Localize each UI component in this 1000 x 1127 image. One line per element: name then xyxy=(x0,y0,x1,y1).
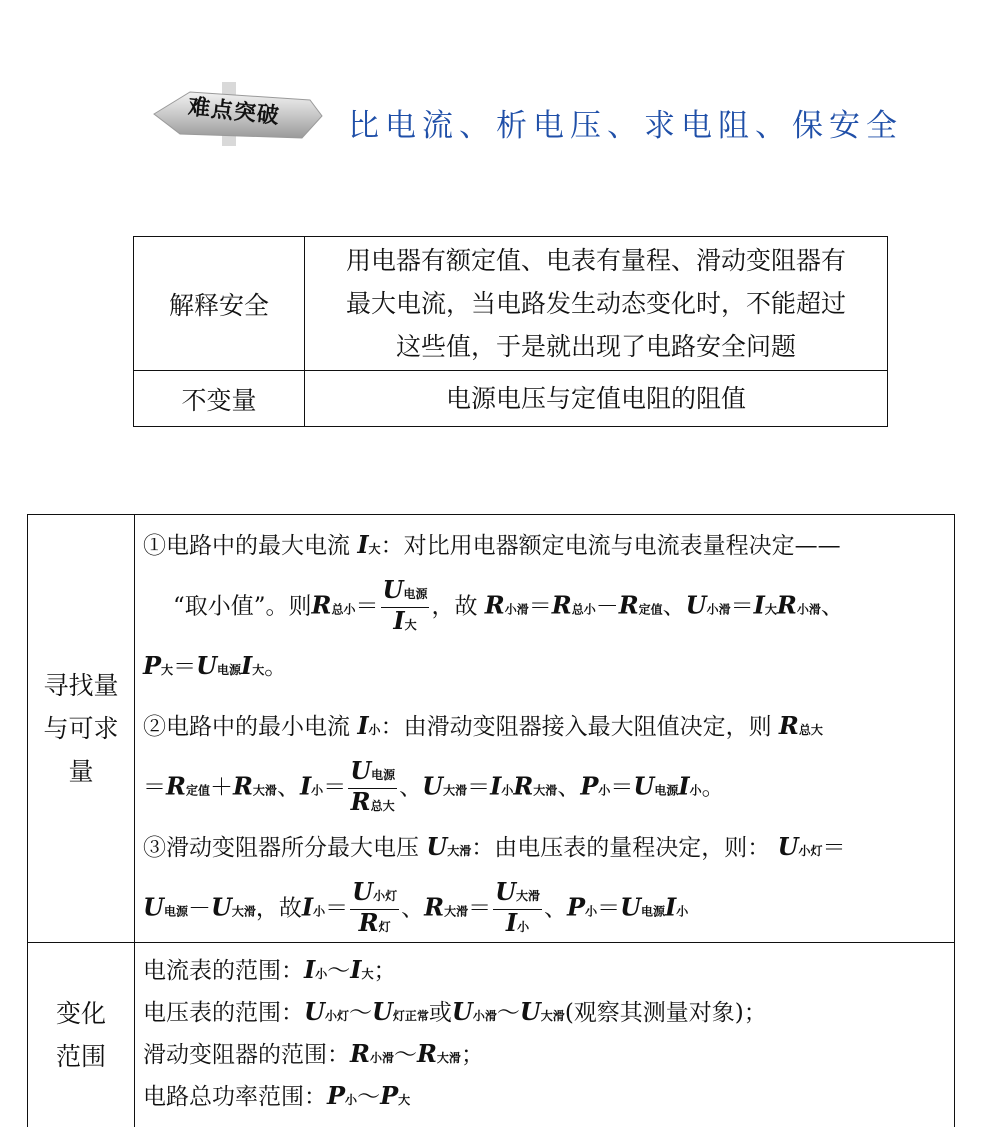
row-label-quantities xyxy=(28,515,135,943)
section-title: 比电流、析电压、求电阻、保安全 xyxy=(348,100,903,145)
text-line: 用电器有额定值、电表有量程、滑动变阻器有 xyxy=(315,239,877,282)
fraction: $\frac{\text{U电源}}{\text{I大}}$ xyxy=(381,577,430,638)
table-row xyxy=(28,515,955,943)
safety-explanation xyxy=(305,237,888,371)
item3-line2: U电源－U大滑，故I小＝ $\frac{\text{U小灯}}{\text{R灯}}$ 、R大滑＝ $\frac{\text{U大滑}}{\text{I小}}$ 、P小＝U电源I小 xyxy=(143,879,946,940)
badge-label: 难点突破 xyxy=(187,90,310,133)
table-row xyxy=(28,943,955,1127)
text-line: 最大电流，当电路发生动态变化时，不能超过 xyxy=(315,282,877,325)
voltmeter-range: 电压表的范围：U小灯～U灯正常或U小滑～U大滑(观察其测量对象)； xyxy=(143,993,946,1035)
section-banner xyxy=(150,78,880,158)
row-label-safety: 解释安全 xyxy=(134,237,305,371)
quantities-content xyxy=(135,515,955,943)
power-range: 电路总功率范围：P小～P大 xyxy=(143,1077,946,1119)
item1-line1: ①电路中的最大电流 I大：对比用电器额定电流与电流表量程决定—— xyxy=(143,517,946,577)
row-label-invariant: 不变量 xyxy=(134,371,305,427)
label-line: 变化 xyxy=(29,992,133,1035)
item1-line2: “取小值”。则R总小＝ $\frac{\text{U电源}}{\text{I大}}$ ，故 R小滑＝R总小－R定值、U小滑＝I大R小滑、 xyxy=(143,577,946,638)
fraction: $\frac{\text{U小灯}}{\text{R灯}}$ xyxy=(350,879,399,940)
invariant-text: 电源电压与定值电阻的阻值 xyxy=(305,371,888,427)
item2-line1: ②电路中的最小电流 I小：由滑动变阻器接入最大阻值决定，则 R总大 xyxy=(143,698,946,758)
range-content xyxy=(135,943,955,1127)
item3-line1: ③滑动变阻器所分最大电压 U大滑：由电压表的量程决定，则： U小灯＝ xyxy=(143,819,946,879)
fraction: $\frac{\text{U电源}}{\text{R总大}}$ xyxy=(348,758,397,819)
table-row xyxy=(134,371,888,427)
safety-table xyxy=(133,236,888,427)
label-line: 量 xyxy=(29,750,133,793)
table-row xyxy=(134,237,888,371)
text-line: 这些值，于是就出现了电路安全问题 xyxy=(315,325,877,368)
item2-line2: ＝R定值＋R大滑、I小＝ $\frac{\text{U电源}}{\text{R总大}}$ 、U大滑＝I小R大滑、P小＝U电源I小。 xyxy=(143,758,946,819)
label-line: 范围 xyxy=(29,1035,133,1078)
fraction: $\frac{\text{U大滑}}{\text{I小}}$ xyxy=(493,879,542,940)
rheostat-range: 滑动变阻器的范围：R小滑～R大滑； xyxy=(143,1035,946,1077)
ammeter-range: 电流表的范围：I小～I大； xyxy=(143,951,946,993)
item1-line3: P大＝U电源I大。 xyxy=(143,638,946,698)
label-line: 与可求 xyxy=(29,707,133,750)
analysis-table xyxy=(27,514,955,1127)
row-label-range xyxy=(28,943,135,1127)
label-line: 寻找量 xyxy=(29,664,133,707)
